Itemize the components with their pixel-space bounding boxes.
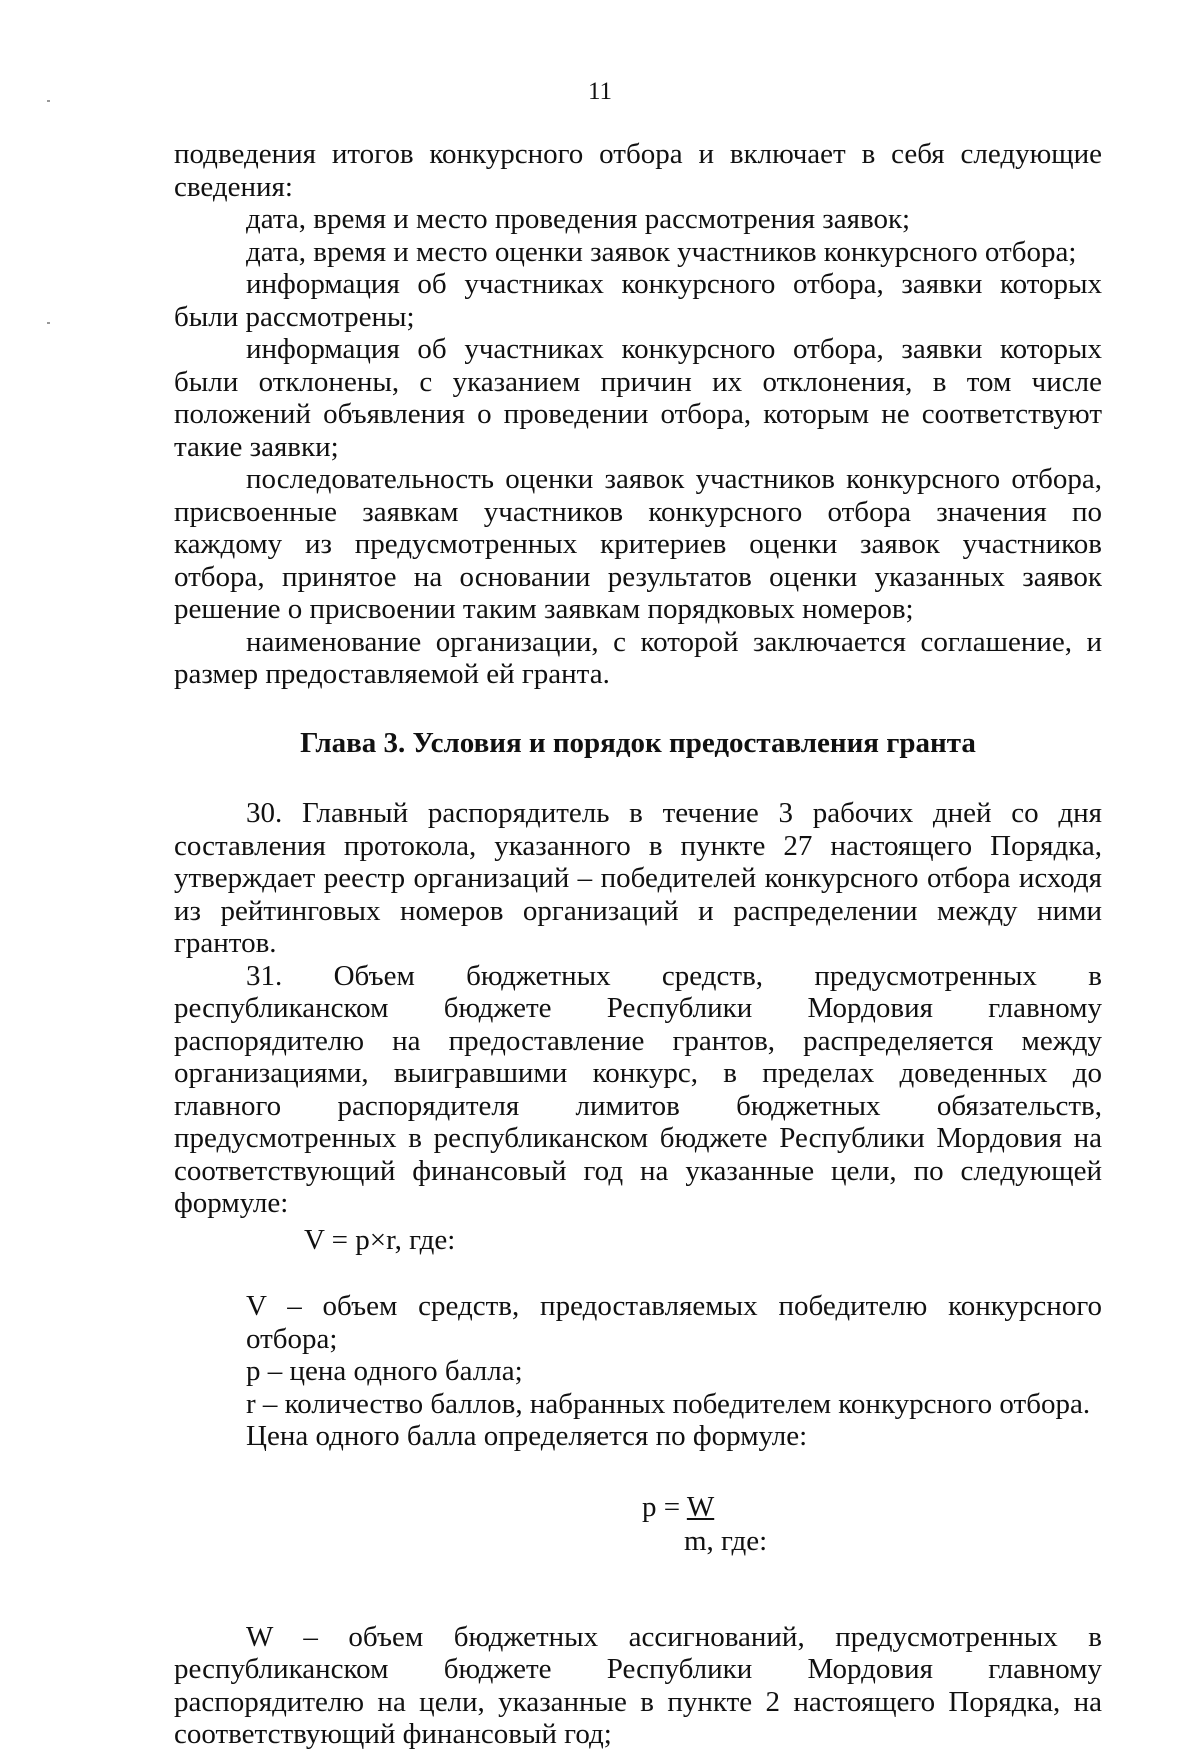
list-item: последовательность оценки заявок участников конкурсного отбора, присвоенные заявкам участников конкурсного отбора значения по каждому из предусмотренных критериев оценки заявок участников отбора, принятое на основании результатов оценки указанных заявок решение о присвоении таким заявкам порядковых номеров; xyxy=(174,463,1102,625)
definition-v: V – объем средств, предоставляемых победителю конкурсного отбора; xyxy=(246,1290,1102,1355)
list-item: дата, время и место проведения рассмотрения заявок; xyxy=(246,203,911,235)
paragraph-30: 30. Главный распорядитель в течение 3 рабочих дней со дня составления протокола, указанного в пункте 27 настоящего Порядка, утверждает реестр организаций – победителей конкурсного отбора исходя из рейтинговых номеров организаций и распределении между ними грантов. xyxy=(174,797,1102,959)
scan-mark xyxy=(47,322,50,324)
paragraph-intro: подведения итогов конкурсного отбора и включает в себя следующие сведения: xyxy=(174,138,1102,203)
formula-price xyxy=(174,1491,1102,1587)
list-item: дата, время и место оценки заявок участников конкурсного отбора; xyxy=(246,235,1077,268)
formula-price-numerator: W xyxy=(686,1490,715,1523)
list-item: информация об участниках конкурсного отбора, заявки которых были отклонены, с указанием причин их отклонения, в том числе положений объявления о проведении отбора, которым не соответствуют такие заявки; xyxy=(174,333,1102,463)
chapter-heading: Глава 3. Условия и порядок предоставления гранта xyxy=(300,726,976,759)
formula-volume: V = p×r, где: xyxy=(304,1223,456,1256)
list-item: информация об участниках конкурсного отбора, заявки которых были рассмотрены; xyxy=(174,268,1102,333)
page-number: 11 xyxy=(587,78,613,105)
formula-price-top xyxy=(642,1491,714,1524)
definition-r: r – количество баллов, набранных победителем конкурсного отбора. xyxy=(246,1387,1091,1420)
definition-w: W – объем бюджетных ассигнований, предусмотренных в республиканском бюджете Республики Мордовия главному распорядителю на цели, указанные в пункте 2 настоящего Порядка, на соответствующий финансовый год; xyxy=(174,1620,1102,1750)
document-body xyxy=(174,138,1102,1751)
price-formula-lead: Цена одного балла определяется по формуле: xyxy=(246,1420,808,1452)
formula-price-lhs: p = xyxy=(642,1490,687,1523)
list-item: наименование организации, с которой заключается соглашение, и размер предоставляемой ей гранта. xyxy=(174,625,1102,690)
formula-price-denominator: m, где: xyxy=(684,1524,768,1557)
paragraph-31: 31. Объем бюджетных средств, предусмотренных в республиканском бюджете Республики Мордовия главному распорядителю на предоставление грантов, распределяется между организациями, выигравшими конкурс, в пределах доведенных до главного распорядителя лимитов бюджетных обязательств, предусмотренных в республиканском бюджете Республики Мордовия на соответствующий финансовый год на указанные цели, по следующей формуле: xyxy=(174,959,1102,1219)
definition-p: p – цена одного балла; xyxy=(246,1355,523,1387)
